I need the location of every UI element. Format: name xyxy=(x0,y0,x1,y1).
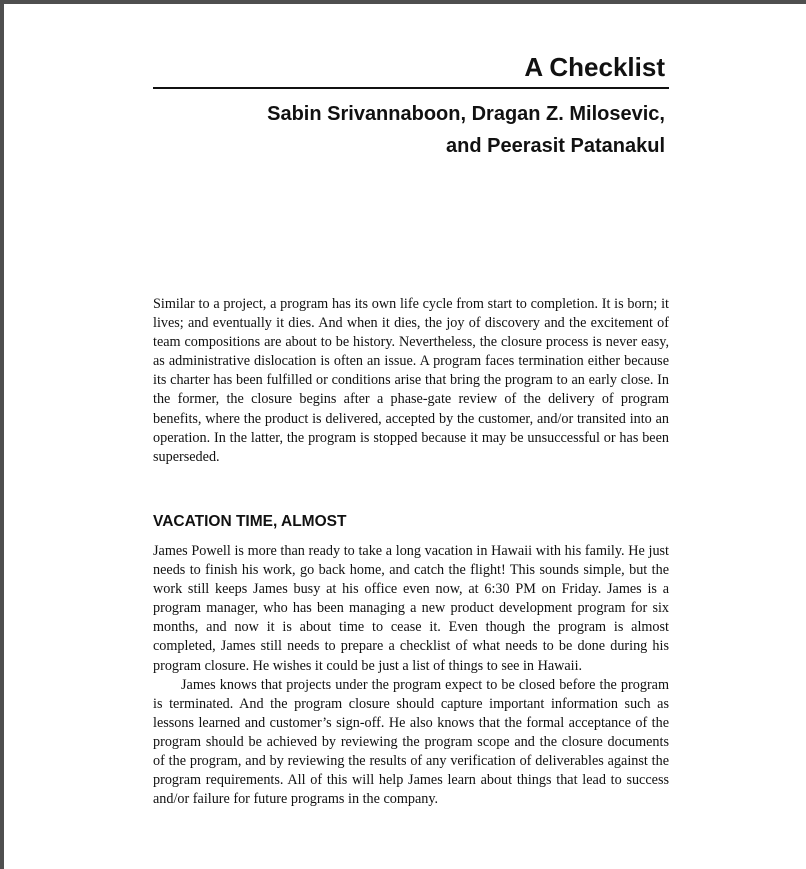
document-page xyxy=(4,4,806,869)
paragraph-text: Similar to a project, a program has its own life cycle from start to completion. It is born; it lives; and eventually it dies. And when it dies, the joy of discovery and the excitement of team compositions are about to be history. Nevertheless, the closure process is never easy, as administrative dislocation is often an issue. A program faces termination either because its charter has been fulfilled or conditions arise that bring the program to an early close. In the former, the closure begins after a phase-gate review of the delivery of program benefits, where the product is delivered, accepted by the customer, and/or transited into an operation. In the latter, the program is stopped because it may be unsuccessful or has been superseded. xyxy=(153,296,669,465)
intro-paragraph xyxy=(153,295,669,467)
chapter-title: A Checklist xyxy=(524,52,665,82)
paragraph-text: James Powell is more than ready to take a long vacation in Hawaii with his family. He just needs to finish his work, go back home, and catch the flight! This sounds simple, but the work still keeps James busy at his office even now, at 6:30 PM on Friday. James is a program manager, who has been managing a new product development program for six months, and now it is about time to cease it. Even though the program is almost completed, James still needs to prepare a checklist of what needs to be done during his program closure. He wishes it could be just a list of things to see in Hawaii. xyxy=(153,543,669,674)
author-line: and Peerasit Patanakul xyxy=(446,135,665,157)
author-block xyxy=(267,98,665,162)
title-rule xyxy=(153,87,669,89)
section-body xyxy=(153,542,669,809)
author-line: Sabin Srivannaboon, Dragan Z. Milosevic, xyxy=(267,103,665,125)
section-heading: VACATION TIME, ALMOST xyxy=(153,513,347,530)
paragraph-text: James knows that projects under the program expect to be closed before the program is terminated. And the program closure should capture important information such as lessons learned and customer’s sign-off. He also knows that the formal acceptance of the program should be achieved by reviewing the program scope and the closure documents of the program, and by reviewing the results of any verification of deliverables against the program requirements. All of this will help James learn about things that lead to success and/or failure for future programs in the company. xyxy=(153,676,669,808)
